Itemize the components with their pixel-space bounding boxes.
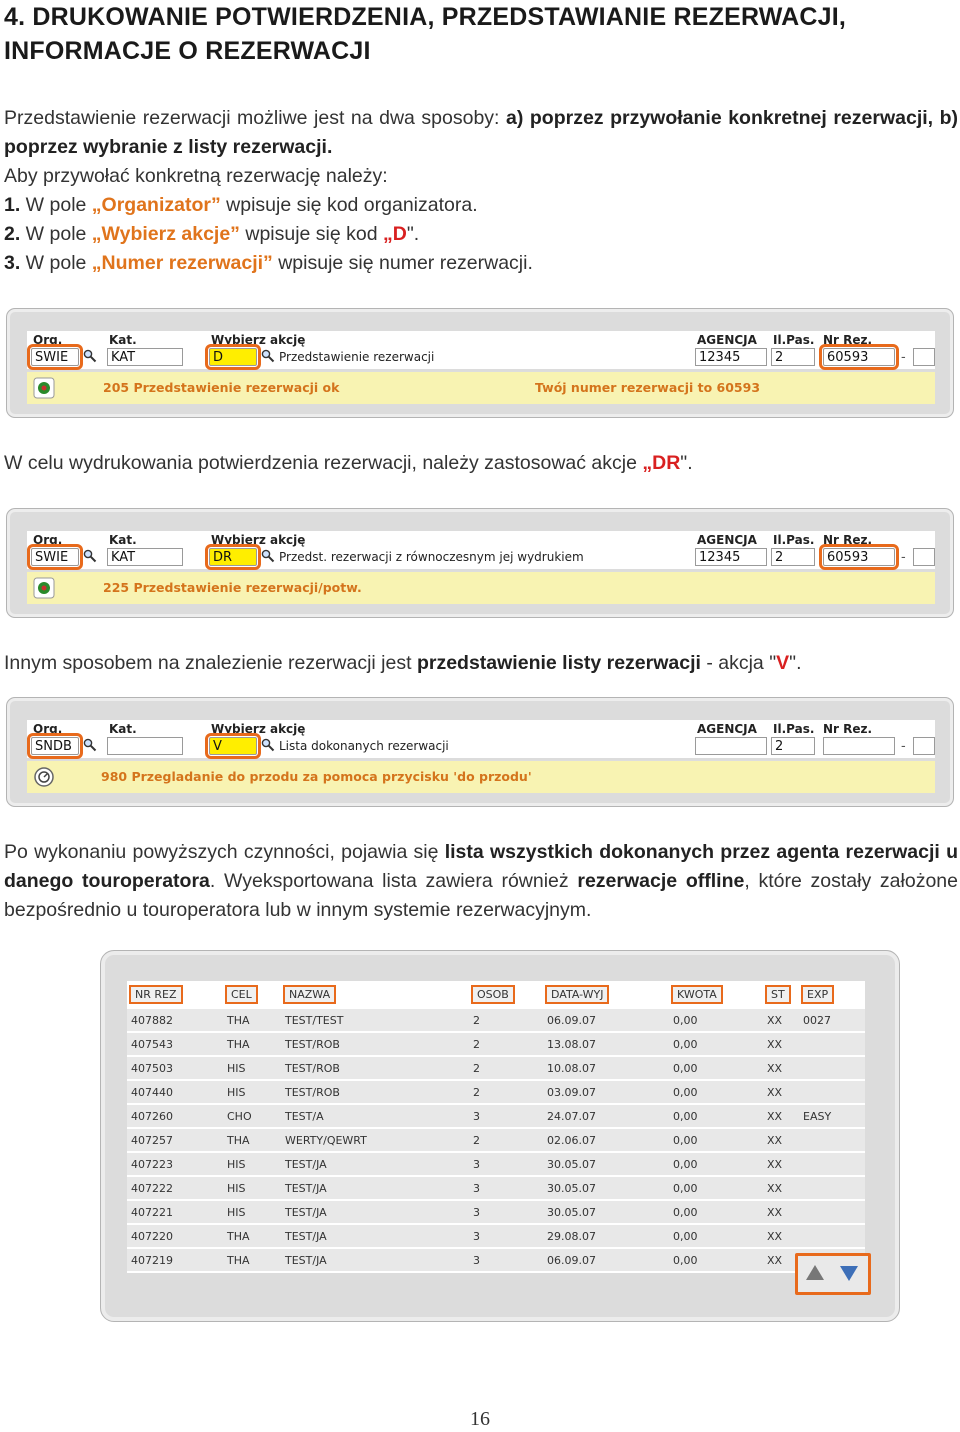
- table-row[interactable]: [127, 1224, 865, 1248]
- section-heading: [4, 0, 944, 68]
- page-number: 16: [470, 1408, 490, 1430]
- table-cell: TEST/ROB: [281, 1032, 469, 1056]
- table-cell: 30.05.07: [543, 1152, 669, 1176]
- field-name: „Numer rezerwacji”: [91, 252, 273, 274]
- booking-number-suffix-field[interactable]: [913, 737, 935, 755]
- step-number: 1.: [4, 194, 21, 216]
- agency-label: AGENCJA: [697, 722, 757, 736]
- organizer-field[interactable]: SNDB: [31, 737, 79, 755]
- table-cell: 30.05.07: [543, 1200, 669, 1224]
- table-cell: HIS: [223, 1176, 281, 1200]
- paragraph-text: . Wyeksportowana lista zawiera również: [209, 870, 578, 892]
- booking-number-field[interactable]: 60593: [823, 348, 895, 366]
- booking-panel-display: [6, 308, 954, 418]
- category-field[interactable]: KAT: [107, 548, 183, 566]
- table-cell: [799, 1176, 865, 1200]
- arrow-down-icon[interactable]: [836, 1260, 862, 1286]
- table-cell: HIS: [223, 1080, 281, 1104]
- table-cell: 0,00: [669, 1128, 763, 1152]
- table-cell: 0,00: [669, 1200, 763, 1224]
- table-cell: XX: [763, 1104, 799, 1128]
- table-cell: HIS: [223, 1200, 281, 1224]
- table-cell: EASY: [799, 1104, 865, 1128]
- booking-number-label: Nr Rez.: [823, 533, 873, 547]
- paragraph-bold: przedstawienie listy rezerwacji: [416, 652, 701, 674]
- table-cell: 0,00: [669, 1056, 763, 1080]
- separator: -: [901, 548, 906, 564]
- table-cell: TEST/TEST: [281, 1008, 469, 1032]
- table-cell: XX: [763, 1080, 799, 1104]
- booking-number-label: Nr Rez.: [823, 722, 873, 736]
- booking-number-message: Twój numer rezerwacji to 60593: [535, 380, 761, 395]
- arrow-up-icon[interactable]: [802, 1260, 828, 1286]
- action-label: Wybierz akcję: [211, 533, 306, 547]
- table-row[interactable]: [127, 1128, 865, 1152]
- table-cell: XX: [763, 1176, 799, 1200]
- column-header-button[interactable]: EXP: [801, 985, 834, 1004]
- table-cell: THA: [223, 1032, 281, 1056]
- table-row[interactable]: [127, 1008, 865, 1032]
- table-cell: 407543: [127, 1032, 223, 1056]
- table-cell: THA: [223, 1224, 281, 1248]
- table-cell: 0,00: [669, 1224, 763, 1248]
- column-header-cell: [669, 981, 763, 1008]
- status-bar: [27, 371, 935, 404]
- step-text: wpisuje się kod organizatora.: [220, 194, 478, 216]
- table-cell: 0,00: [669, 1008, 763, 1032]
- action-code: „D: [383, 223, 407, 245]
- booking-panel-list: [6, 697, 954, 807]
- table-cell: XX: [763, 1056, 799, 1080]
- table-cell: TEST/JA: [281, 1152, 469, 1176]
- table-cell: TEST/A: [281, 1104, 469, 1128]
- table-cell: 407257: [127, 1128, 223, 1152]
- column-header-cell: [799, 981, 865, 1008]
- action-description: Przedstawienie rezerwacji: [279, 350, 435, 364]
- booking-table: [127, 981, 865, 1273]
- status-message: 205 Przedstawienie rezerwacji ok: [103, 380, 340, 395]
- table-cell: XX: [763, 1008, 799, 1032]
- table-cell: 407223: [127, 1152, 223, 1176]
- action-field[interactable]: DR: [209, 548, 257, 566]
- status-bar: [27, 571, 935, 604]
- organizer-field[interactable]: SWIE: [31, 348, 79, 366]
- table-cell: 3: [469, 1104, 543, 1128]
- step-text: W pole: [20, 223, 92, 245]
- pax-field[interactable]: 2: [771, 737, 815, 755]
- intro-paragraph: [4, 104, 958, 162]
- agency-field[interactable]: 12345: [695, 548, 767, 566]
- column-header-cell: [281, 981, 469, 1008]
- table-cell: XX: [763, 1200, 799, 1224]
- column-header-button[interactable]: DATA-WYJ: [545, 985, 609, 1004]
- paragraph-text: ".: [789, 652, 802, 674]
- step-text: wpisuje się kod: [239, 223, 384, 245]
- paragraph-text: Po wykonaniu powyższych czynności, pojawia się: [4, 841, 445, 863]
- intro-step-lead: Aby przywołać konkretną rezerwację należy:: [4, 165, 388, 187]
- paragraph-text: Innym sposobem na znalezienie rezerwacji jest: [4, 652, 417, 674]
- category-field[interactable]: KAT: [107, 348, 183, 366]
- table-cell: 2: [469, 1128, 543, 1152]
- table-row[interactable]: [127, 1176, 865, 1200]
- column-header-button[interactable]: ST: [765, 985, 791, 1004]
- table-cell: 407222: [127, 1176, 223, 1200]
- pax-field[interactable]: 2: [771, 348, 815, 366]
- step-text: W pole: [20, 194, 92, 216]
- table-cell: THA: [223, 1008, 281, 1032]
- table-row[interactable]: [127, 1152, 865, 1176]
- status-icon: [33, 766, 55, 788]
- table-cell: CHO: [223, 1104, 281, 1128]
- table-header-row: [127, 981, 865, 1008]
- action-label: Wybierz akcję: [211, 333, 306, 347]
- table-cell: 0,00: [669, 1032, 763, 1056]
- table-cell: 02.06.07: [543, 1128, 669, 1152]
- heading-line-1: 4. DRUKOWANIE POTWIERDZENIA, PRZEDSTAWIANIE REZERWACJI,: [4, 3, 847, 31]
- table-cell: 2: [469, 1056, 543, 1080]
- column-header-button[interactable]: OSOB: [471, 985, 515, 1004]
- table-row[interactable]: [127, 1080, 865, 1104]
- action-code: „DR: [642, 452, 681, 474]
- table-cell: 0,00: [669, 1152, 763, 1176]
- booking-number-suffix-field[interactable]: [913, 348, 935, 366]
- step-text: ".: [406, 223, 420, 245]
- booking-number-suffix-field[interactable]: [913, 548, 935, 566]
- action-description: Przedst. rezerwacji z równoczesnym jej wydrukiem: [279, 550, 584, 564]
- column-header-cell: [763, 981, 799, 1008]
- table-cell: THA: [223, 1248, 281, 1272]
- booking-panel-print: [6, 508, 954, 618]
- heading-line-2: INFORMACJE O REZERWACJI: [4, 37, 371, 65]
- table-cell: [799, 1032, 865, 1056]
- agency-label: AGENCJA: [697, 533, 757, 547]
- column-header-button[interactable]: CEL: [225, 985, 258, 1004]
- table-cell: [799, 1128, 865, 1152]
- input-row: [27, 720, 935, 758]
- v-paragraph: [4, 649, 958, 678]
- table-cell: 0,00: [669, 1176, 763, 1200]
- intro-text: Przedstawienie rezerwacji możliwe jest na dwa sposoby:: [4, 107, 506, 129]
- scroll-buttons: [795, 1253, 871, 1295]
- table-cell: 06.09.07: [543, 1248, 669, 1272]
- category-field[interactable]: [107, 737, 183, 755]
- table-cell: HIS: [223, 1152, 281, 1176]
- status-bar: [27, 760, 935, 793]
- input-row: [27, 331, 935, 369]
- magnifier-icon[interactable]: [83, 349, 97, 363]
- table-cell: TEST/JA: [281, 1176, 469, 1200]
- status-message: 225 Przedstawienie rezerwacji/potw.: [103, 580, 362, 595]
- pax-field[interactable]: 2: [771, 548, 815, 566]
- table-cell: 3: [469, 1200, 543, 1224]
- table-cell: 407219: [127, 1248, 223, 1272]
- table-cell: WERTY/QEWRT: [281, 1128, 469, 1152]
- column-header-cell: [127, 981, 223, 1008]
- table-cell: XX: [763, 1248, 799, 1272]
- table-cell: 407440: [127, 1080, 223, 1104]
- table-row[interactable]: [127, 1032, 865, 1056]
- table-cell: 407882: [127, 1008, 223, 1032]
- table-cell: [799, 1224, 865, 1248]
- org-label: Org.: [33, 533, 63, 547]
- table-cell: 10.08.07: [543, 1056, 669, 1080]
- org-label: Org.: [33, 333, 63, 347]
- paragraph-bold: lista wszystkich dokonanych przez agenta rezerwacji u danego touroperatora: [4, 841, 958, 892]
- step-text: W pole: [20, 252, 92, 274]
- org-label: Org.: [33, 722, 63, 736]
- table-cell: TEST/JA: [281, 1224, 469, 1248]
- table-cell: 0,00: [669, 1104, 763, 1128]
- booking-list: [127, 981, 865, 1267]
- paragraph-text: , które zostały założone bezpośrednio u touroperatora lub w innym systemie rezerwacyjnym.: [4, 870, 958, 921]
- agency-field[interactable]: [695, 737, 767, 755]
- table-cell: 3: [469, 1248, 543, 1272]
- kat-label: Kat.: [109, 533, 137, 547]
- column-header-button[interactable]: NAZWA: [283, 985, 336, 1004]
- table-cell: 3: [469, 1224, 543, 1248]
- paragraph-text: - akcja ": [700, 652, 777, 674]
- table-cell: 03.09.07: [543, 1080, 669, 1104]
- table-cell: TEST/JA: [281, 1200, 469, 1224]
- column-header-button[interactable]: NR REZ: [129, 985, 183, 1004]
- kat-label: Kat.: [109, 722, 137, 736]
- action-field[interactable]: V: [209, 737, 257, 755]
- step-number: 3.: [4, 252, 21, 274]
- magnifier-icon[interactable]: [83, 549, 97, 563]
- column-header-button[interactable]: KWOTA: [671, 985, 723, 1004]
- table-cell: XX: [763, 1128, 799, 1152]
- action-description: Lista dokonanych rezerwacji: [279, 739, 449, 753]
- pax-label: Il.Pas.: [773, 722, 815, 736]
- step-3: [4, 249, 958, 278]
- table-cell: 407221: [127, 1200, 223, 1224]
- list-paragraph: [4, 838, 958, 925]
- table-cell: 2: [469, 1080, 543, 1104]
- dr-paragraph: [4, 449, 958, 478]
- table-cell: 06.09.07: [543, 1008, 669, 1032]
- booking-list-window: [100, 950, 900, 1322]
- table-cell: [799, 1152, 865, 1176]
- table-cell: 0,00: [669, 1248, 763, 1272]
- table-cell: 3: [469, 1152, 543, 1176]
- table-cell: [799, 1056, 865, 1080]
- table-cell: 3: [469, 1176, 543, 1200]
- table-cell: 407260: [127, 1104, 223, 1128]
- separator: -: [901, 348, 906, 364]
- action-field[interactable]: D: [209, 348, 257, 366]
- action-code: V: [776, 652, 790, 674]
- paragraph-text: W celu wydrukowania potwierdzenia rezerwacji, należy zastosować akcje: [4, 452, 643, 474]
- step-number: 2.: [4, 223, 21, 245]
- booking-number-field[interactable]: 60593: [823, 548, 895, 566]
- magnifier-icon[interactable]: [261, 738, 275, 752]
- paragraph-text: ".: [680, 452, 693, 474]
- table-cell: 407503: [127, 1056, 223, 1080]
- magnifier-icon[interactable]: [261, 349, 275, 363]
- paragraph-bold: rezerwacje offline: [577, 870, 745, 892]
- table-row[interactable]: [127, 1104, 865, 1128]
- table-cell: [799, 1080, 865, 1104]
- column-header-cell: [543, 981, 669, 1008]
- organizer-field[interactable]: SWIE: [31, 548, 79, 566]
- action-label: Wybierz akcję: [211, 722, 306, 736]
- step-text: wpisuje się numer rezerwacji.: [272, 252, 533, 274]
- magnifier-icon[interactable]: [261, 549, 275, 563]
- column-header-cell: [223, 981, 281, 1008]
- table-cell: 24.07.07: [543, 1104, 669, 1128]
- table-cell: THA: [223, 1128, 281, 1152]
- pax-label: Il.Pas.: [773, 533, 815, 547]
- table-cell: TEST/ROB: [281, 1080, 469, 1104]
- step-1: [4, 191, 958, 220]
- table-cell: XX: [763, 1152, 799, 1176]
- table-cell: XX: [763, 1224, 799, 1248]
- input-row: [27, 531, 935, 569]
- pax-label: Il.Pas.: [773, 333, 815, 347]
- table-cell: 2: [469, 1032, 543, 1056]
- table-cell: 29.08.07: [543, 1224, 669, 1248]
- table-row[interactable]: [127, 1200, 865, 1224]
- field-name: „Organizator”: [91, 194, 221, 216]
- table-cell: 0,00: [669, 1080, 763, 1104]
- table-row[interactable]: [127, 1056, 865, 1080]
- booking-number-label: Nr Rez.: [823, 333, 873, 347]
- intro-bold: a) poprzez przywołanie konkretnej rezerwacji, b) poprzez wybranie z listy rezerwacji.: [4, 107, 959, 158]
- status-icon: [33, 377, 55, 399]
- status-message: 980 Przegladanie do przodu za pomoca przycisku 'do przodu': [101, 769, 532, 784]
- table-cell: 407220: [127, 1224, 223, 1248]
- status-icon: [33, 577, 55, 599]
- table-row[interactable]: [127, 1248, 865, 1272]
- table-cell: TEST/JA: [281, 1248, 469, 1272]
- magnifier-icon[interactable]: [83, 738, 97, 752]
- separator: -: [901, 737, 906, 753]
- table-cell: 30.05.07: [543, 1176, 669, 1200]
- table-cell: TEST/ROB: [281, 1056, 469, 1080]
- field-name: „Wybierz akcje”: [91, 223, 240, 245]
- step-2: [4, 220, 958, 249]
- agency-field[interactable]: 12345: [695, 348, 767, 366]
- table-cell: XX: [763, 1032, 799, 1056]
- agency-label: AGENCJA: [697, 333, 757, 347]
- booking-number-field[interactable]: [823, 737, 895, 755]
- table-cell: HIS: [223, 1056, 281, 1080]
- kat-label: Kat.: [109, 333, 137, 347]
- table-cell: 2: [469, 1008, 543, 1032]
- table-cell: 13.08.07: [543, 1032, 669, 1056]
- table-cell: 0027: [799, 1008, 865, 1032]
- table-cell: [799, 1200, 865, 1224]
- column-header-cell: [469, 981, 543, 1008]
